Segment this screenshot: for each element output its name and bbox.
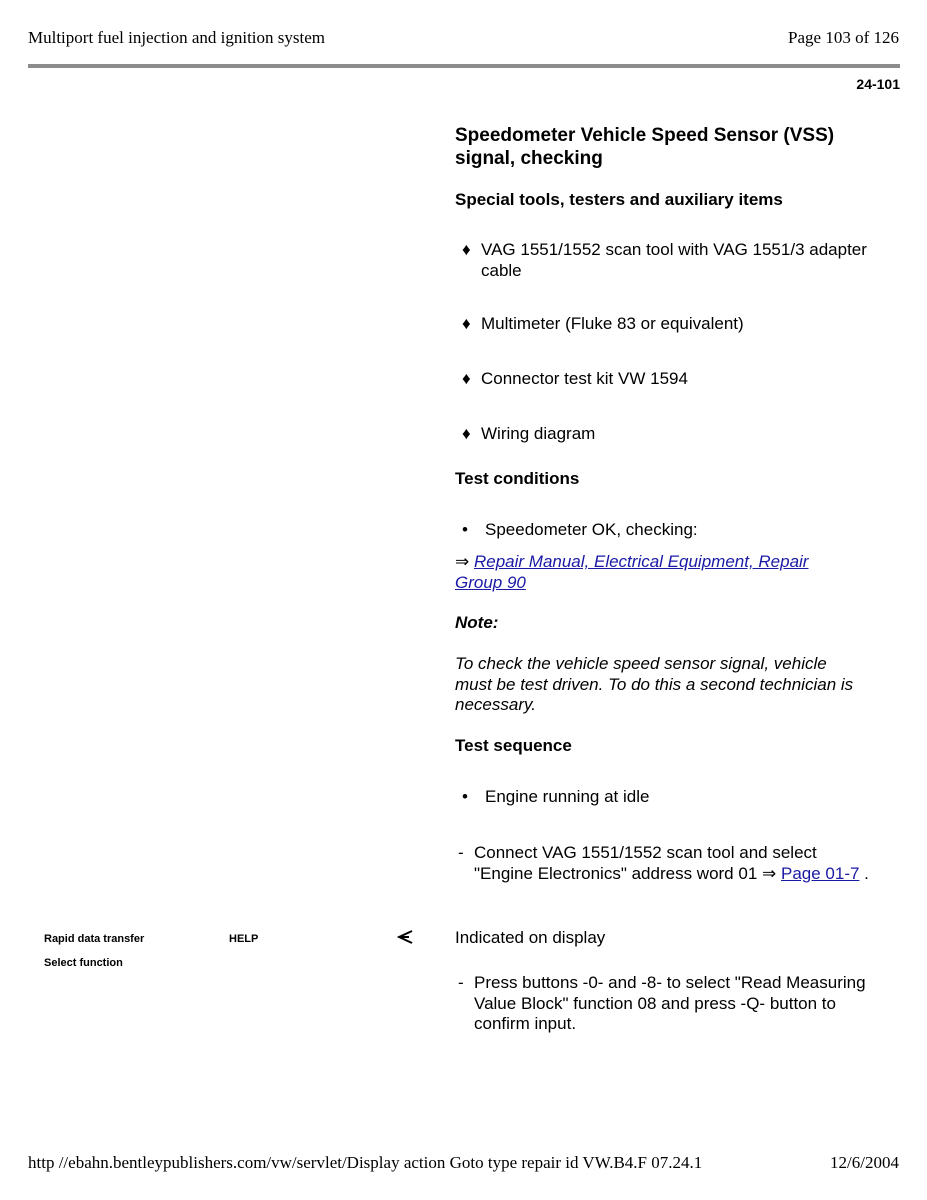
footer-date: 12/6/2004 (830, 1153, 899, 1172)
note-text: To check the vehicle speed sensor signal, vehicle must be test driven. To do this a second technician is necessary. (455, 654, 854, 714)
dot-bullet-icon: • (462, 787, 468, 806)
dash-marker: - (458, 973, 464, 992)
repair-manual-link[interactable]: Repair Manual, Electrical Equipment, Repair Group 90 (455, 552, 809, 592)
diamond-bullet-icon: ♦ (462, 369, 471, 388)
conditions-heading: Test conditions (455, 469, 580, 488)
display-line1-left: Rapid data transfer (44, 933, 145, 945)
step-connect: - Connect VAG 1551/1552 scan tool and select "Engine Electronics" address word 01 ⇒ Page 01-7 . (458, 843, 869, 883)
header-title: Multiport fuel injection and ignition system (28, 28, 325, 47)
condition-item: • Speedometer OK, checking: (462, 520, 698, 539)
page-arrow-icon: ⇒ (762, 863, 777, 883)
display-indication-text: Indicated on display (455, 928, 606, 947)
tool-item: ♦ Multimeter (Fluke 83 or equivalent) (462, 314, 744, 333)
section-title: Speedometer Vehicle Speed Sensor (VSS) signal, checking (455, 125, 835, 169)
dot-bullet-icon: • (462, 520, 468, 539)
sequence-heading: Test sequence (455, 736, 572, 755)
display-line1-right: HELP (229, 933, 259, 945)
page-01-7-link[interactable]: Page 01-7 (781, 863, 860, 883)
step-press-buttons: - Press buttons -0- and -8- to select "Read Measuring Value Block" function 08 and press -Q- button to confirm input. (458, 973, 866, 1033)
reference-arrow-icon: ⇒ (455, 552, 470, 571)
pointer-arrow-icon (397, 929, 415, 945)
sequence-item: • Engine running at idle (462, 787, 650, 806)
dash-marker: - (458, 843, 464, 862)
repair-manual-reference (455, 552, 855, 593)
page-code: 24-101 (856, 76, 900, 92)
diamond-bullet-icon: ♦ (462, 240, 471, 259)
tool-item: ♦ VAG 1551/1552 scan tool with VAG 1551/3 adapter cable (462, 240, 867, 280)
tool-item: ♦ Connector test kit VW 1594 (462, 369, 688, 388)
header-page-number: Page 103 of 126 (788, 28, 899, 47)
note-label: Note: (455, 613, 499, 632)
diamond-bullet-icon: ♦ (462, 314, 471, 333)
display-line2: Select function (44, 957, 123, 969)
diamond-bullet-icon: ♦ (462, 424, 471, 443)
tool-item: ♦ Wiring diagram (462, 424, 596, 443)
header-rule (28, 64, 900, 68)
footer-url: http //ebahn.bentleypublishers.com/vw/servlet/Display action Goto type repair id VW.B4.F 07.24.1 (28, 1153, 703, 1172)
tools-heading: Special tools, testers and auxiliary items (455, 190, 783, 209)
